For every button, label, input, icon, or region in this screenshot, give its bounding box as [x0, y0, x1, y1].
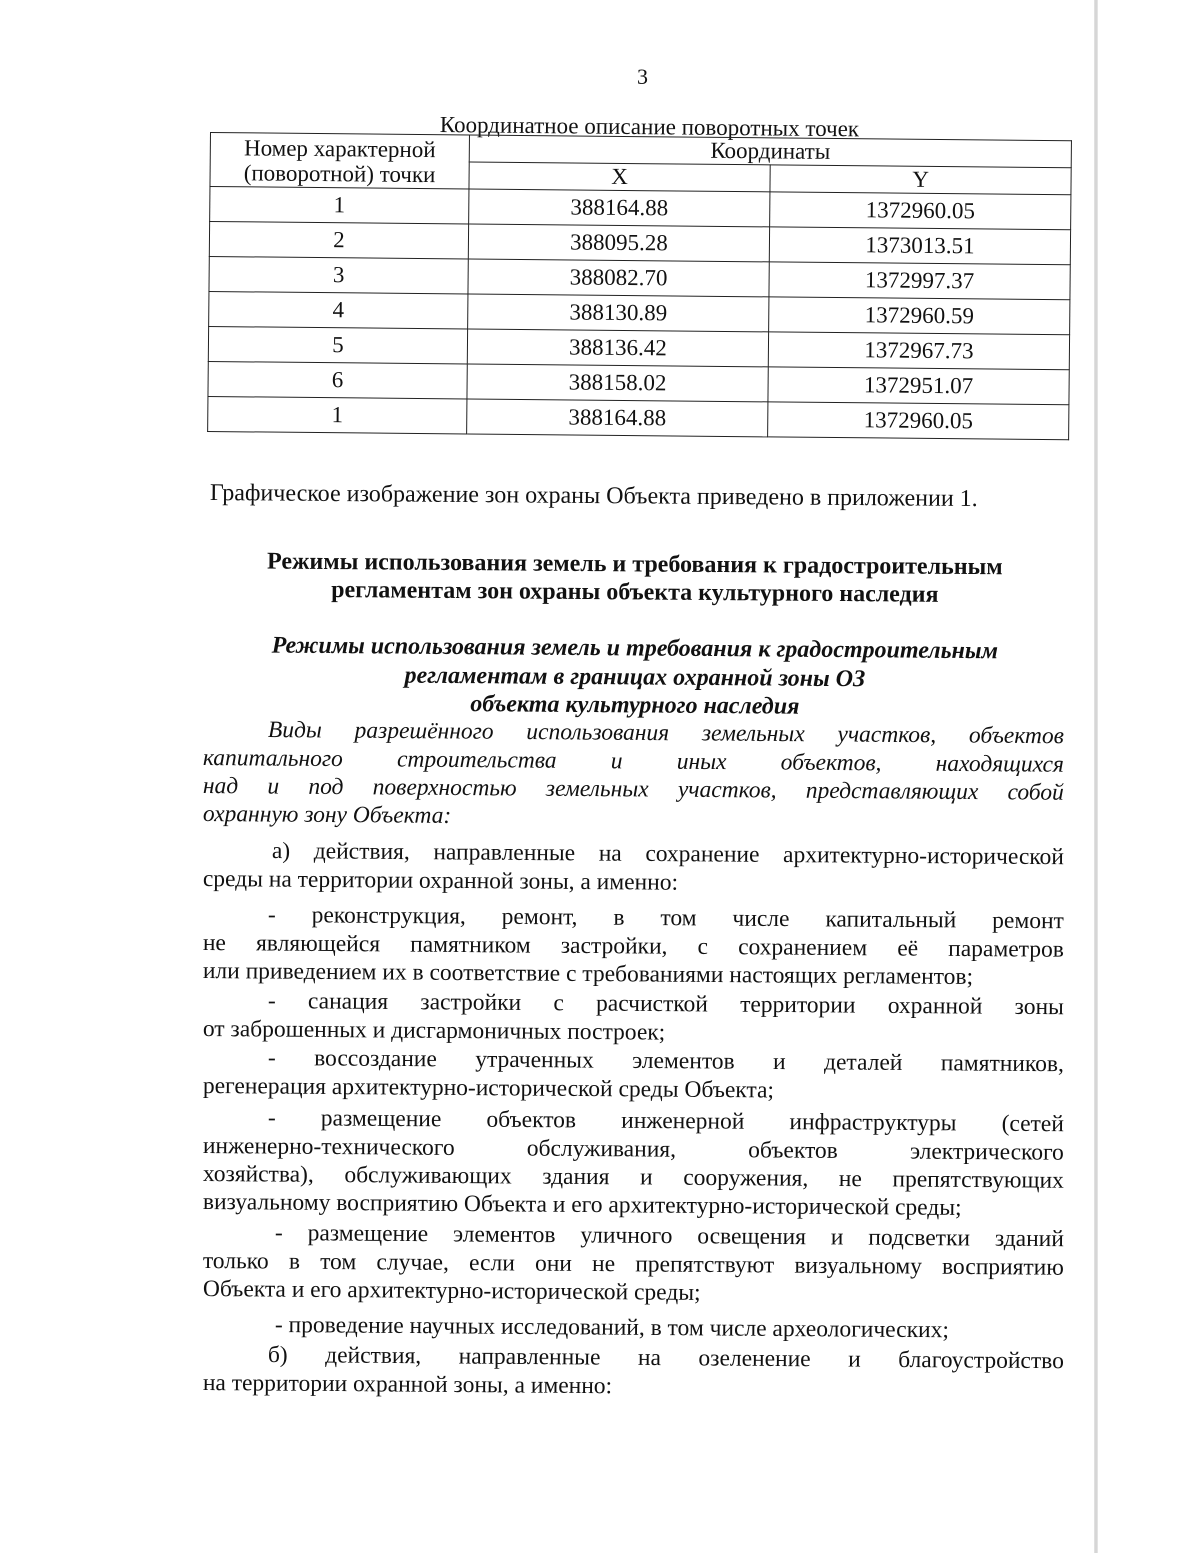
list-item-4-line-1: - размещение объектов инженерной инфраструктуры (сетей [267, 1105, 1064, 1138]
list-item-4-line-4: визуальному восприятию Объекта и его архитектурно-исторической среды; [202, 1189, 962, 1221]
sub-heading-line-2: регламентам в границах охранной зоны ОЗ [404, 662, 866, 693]
cell-x: 388136.42 [467, 329, 768, 367]
list-item-5-line-3: Объекта и его архитектурно-исторической среды; [202, 1276, 701, 1306]
item-b-line-1: б) действия, направленные на озеленение и благоустройство [267, 1342, 1064, 1375]
main-heading-line-2: регламентам зон охраны объекта культурного наследия [331, 577, 939, 608]
cell-x: 388130.89 [468, 294, 769, 332]
cell-point: 3 [209, 256, 468, 293]
graphic-note: Графическое изображение зон охраны Объекта приведено в приложении 1. [209, 480, 978, 513]
list-item-2-line-1: - санация застройки с расчисткой территории охранной зоны [267, 988, 1064, 1021]
item-a-line-2: среды на территории охранной зоны, а именно: [202, 866, 679, 896]
list-item-5-line-2: только в том случае, если они не препятствуют визуальному восприятию [202, 1248, 1064, 1281]
list-item-5-line-1: - размещение элементов уличного освещения и подсветки зданий [274, 1220, 1064, 1253]
cell-y: 1372997.37 [769, 262, 1070, 300]
cell-y: 1372951.07 [768, 367, 1069, 405]
cell-x: 388095.28 [468, 224, 769, 262]
cell-x: 388164.88 [469, 189, 770, 227]
intro-line-1: Виды разрешённого использования земельных участков, объектов [267, 717, 1064, 750]
cell-point: 1 [208, 396, 467, 433]
cell-x: 388082.70 [468, 259, 769, 297]
list-item-3-line-1: - воссоздание утраченных элементов и деталей памятников, [267, 1045, 1064, 1078]
scan-edge [1094, 0, 1098, 1553]
item-b-line-2: на территории охранной зоны, а именно: [202, 1370, 613, 1400]
cell-y: 1372967.73 [768, 332, 1069, 370]
list-item-4-line-2: инженерно-технического обслуживания, объектов электрического [202, 1133, 1064, 1166]
sub-heading-line-3: объекта культурного наследия [470, 691, 800, 720]
list-item-3-line-2: регенерация архитектурно-исторической среды Объекта; [202, 1073, 775, 1104]
cell-x: 388164.88 [467, 399, 768, 437]
coordinates-table [207, 132, 1072, 440]
page-number: 3 [637, 64, 648, 89]
cell-point: 4 [209, 291, 468, 328]
header-coordinates: Координаты [469, 135, 1071, 168]
table-caption: Координатное описание поворотных точек [439, 112, 860, 142]
sub-heading-line-1: Режимы использования земель и требования к градостроительным [271, 632, 999, 665]
table-row [208, 396, 1069, 439]
cell-point: 5 [208, 326, 467, 363]
intro-line-3: над и под поверхностью земельных участков, представляющих собой [202, 773, 1064, 806]
list-item-6-line-1: - проведение научных исследований, в том числе археологических; [274, 1312, 950, 1344]
list-item-4-line-3: хозяйства), обслуживающих здания и сооружения, не препятствующих [202, 1161, 1064, 1194]
intro-line-4: охранную зону Объекта: [202, 801, 452, 829]
list-item-1-line-2: не являющейся памятником застройки, с сохранением её параметров [202, 930, 1064, 963]
list-item-1-line-3: или приведением их в соответствие с требованиями настоящих регламентов; [202, 958, 974, 991]
cell-y: 1372960.05 [770, 192, 1071, 230]
header-x: X [469, 162, 770, 192]
list-item-2-line-2: от заброшенных и дисгармоничных построек; [202, 1016, 666, 1046]
cell-y: 1372960.59 [769, 297, 1070, 335]
cell-point: 6 [208, 361, 467, 398]
main-heading-line-1: Режимы использования земель и требования к градостроительным [266, 548, 1003, 581]
table-body [208, 187, 1071, 440]
header-point-number: Номер характерной (поворотной) точки [210, 133, 470, 189]
item-a-line-1: а) действия, направленные на сохранение архитектурно-исторической [271, 838, 1064, 871]
list-item-1-line-1: - реконструкция, ремонт, в том числе капитальный ремонт [267, 902, 1064, 935]
cell-point: 1 [210, 187, 469, 224]
coordinates-table-wrap [207, 132, 1072, 440]
intro-line-2: капитального строительства и иных объектов, находящихся [202, 745, 1064, 778]
cell-y: 1372960.05 [768, 402, 1069, 440]
cell-x: 388158.02 [467, 364, 768, 402]
cell-point: 2 [209, 222, 468, 259]
cell-y: 1373013.51 [769, 227, 1070, 265]
header-y: Y [770, 165, 1071, 195]
